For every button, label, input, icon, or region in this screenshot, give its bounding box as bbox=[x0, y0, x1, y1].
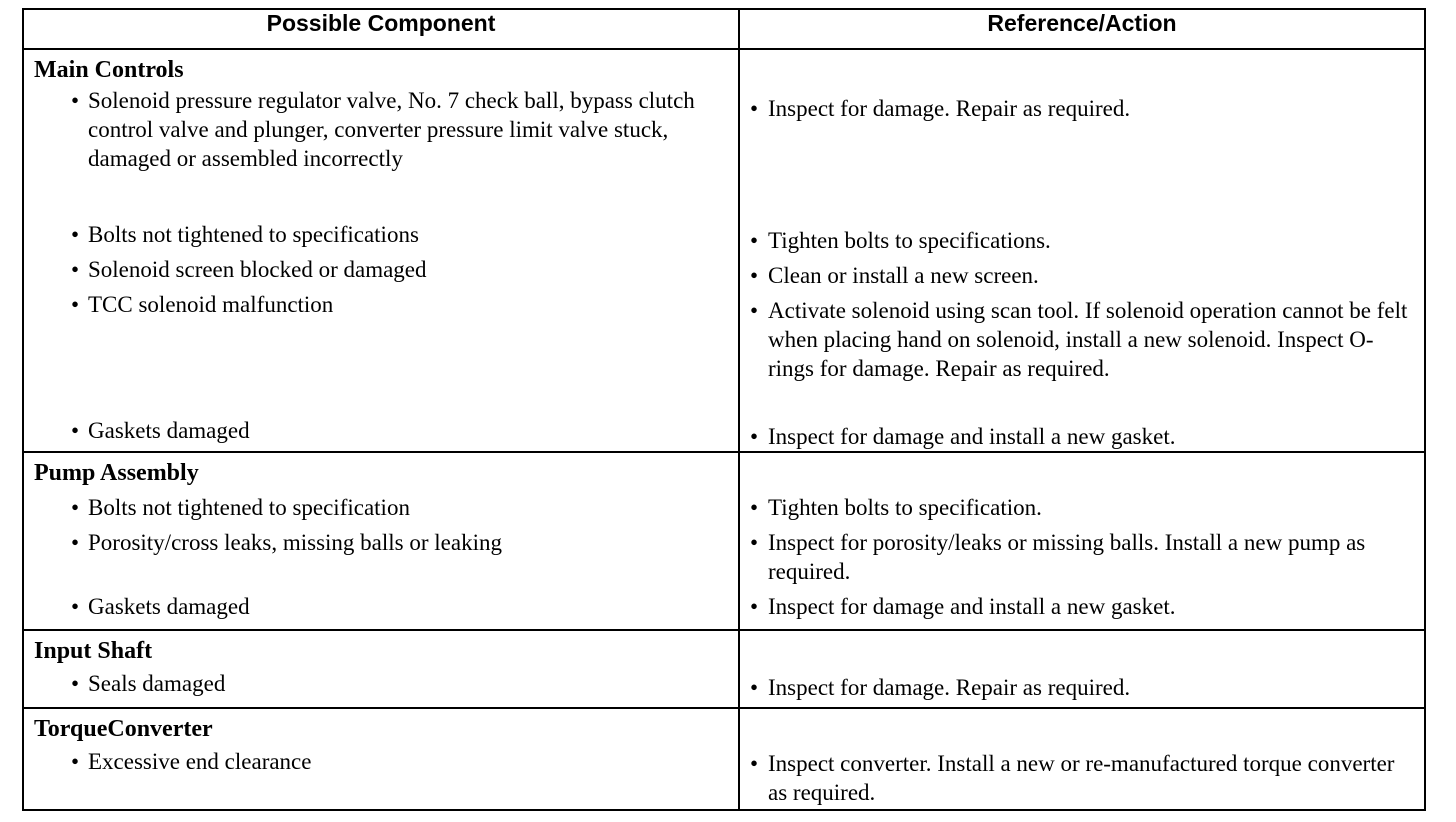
component-item bbox=[24, 493, 738, 522]
bullet: • bbox=[750, 424, 759, 449]
component-item bbox=[24, 86, 738, 214]
component-item bbox=[24, 416, 738, 445]
action-item bbox=[740, 749, 1424, 807]
header-possible-component: Possible Component bbox=[23, 9, 739, 49]
bullet: • bbox=[750, 675, 759, 700]
action-item bbox=[740, 422, 1424, 451]
action-cell bbox=[739, 49, 1425, 452]
component-text: Solenoid pressure regulator valve, No. 7 check ball, bypass clutch control valve and plunger, converter pressure limit valve stuck, damaged or assembled incorrectly bbox=[88, 88, 695, 171]
section-torque-converter bbox=[23, 708, 1425, 810]
bullet: • bbox=[71, 749, 80, 774]
action-text: Inspect for damage. Repair as required. bbox=[768, 675, 1131, 700]
component-text: Gaskets damaged bbox=[88, 418, 250, 443]
action-text: Inspect for damage and install a new gasket. bbox=[768, 424, 1176, 449]
component-item bbox=[24, 669, 738, 698]
bullet: • bbox=[71, 418, 80, 443]
action-text: Tighten bolts to specifications. bbox=[768, 228, 1051, 253]
bullet: • bbox=[71, 292, 80, 317]
component-item bbox=[24, 290, 738, 412]
component-text: Bolts not tightened to specifications bbox=[88, 222, 419, 247]
action-text: Inspect converter. Install a new or re-manufactured torque converter as required. bbox=[768, 751, 1395, 805]
diagnosis-table bbox=[22, 8, 1426, 811]
component-item bbox=[24, 255, 738, 284]
bullet: • bbox=[750, 228, 759, 253]
bullet: • bbox=[71, 222, 80, 247]
bullet: • bbox=[71, 88, 80, 113]
action-cell bbox=[739, 630, 1425, 708]
component-text: Gaskets damaged bbox=[88, 594, 250, 619]
bullet: • bbox=[750, 751, 759, 776]
component-cell bbox=[23, 708, 739, 810]
category-label: TorqueConverter bbox=[34, 716, 213, 742]
action-item bbox=[740, 94, 1424, 222]
bullet: • bbox=[750, 96, 759, 121]
component-text: Porosity/cross leaks, missing balls or leaking bbox=[88, 530, 502, 555]
category-label: Input Shaft bbox=[34, 638, 153, 664]
bullet: • bbox=[750, 263, 759, 288]
action-item bbox=[740, 493, 1424, 522]
action-text: Clean or install a new screen. bbox=[768, 263, 1039, 288]
component-cell bbox=[23, 630, 739, 708]
component-item bbox=[24, 220, 738, 249]
action-item bbox=[740, 261, 1424, 290]
bullet: • bbox=[71, 594, 80, 619]
action-text: Tighten bolts to specification. bbox=[768, 495, 1042, 520]
component-item bbox=[24, 528, 738, 586]
bullet: • bbox=[750, 594, 759, 619]
category-label: Pump Assembly bbox=[34, 460, 199, 486]
component-text: Bolts not tightened to specification bbox=[88, 495, 410, 520]
bullet: • bbox=[750, 495, 759, 520]
action-text: Inspect for porosity/leaks or missing balls. Install a new pump as required. bbox=[768, 530, 1366, 584]
component-text: TCC solenoid malfunction bbox=[88, 292, 334, 317]
bullet: • bbox=[71, 495, 80, 520]
header-reference-action: Reference/Action bbox=[739, 9, 1425, 49]
action-text: Activate solenoid using scan tool. If solenoid operation cannot be felt when placing hand on solenoid, install a new solenoid. Inspect O-rings for damage. Repair as required. bbox=[768, 298, 1408, 381]
section-pump-assembly bbox=[23, 452, 1425, 630]
component-cell bbox=[23, 49, 739, 452]
action-item bbox=[740, 296, 1424, 418]
table-header-row bbox=[23, 9, 1425, 49]
action-text: Inspect for damage. Repair as required. bbox=[768, 96, 1131, 121]
component-cell bbox=[23, 452, 739, 630]
component-text: Excessive end clearance bbox=[88, 749, 312, 774]
action-item bbox=[740, 226, 1424, 255]
bullet: • bbox=[71, 257, 80, 282]
component-item bbox=[24, 747, 738, 776]
action-cell bbox=[739, 452, 1425, 630]
bullet: • bbox=[750, 530, 759, 555]
component-text: Seals damaged bbox=[88, 671, 226, 696]
section-input-shaft bbox=[23, 630, 1425, 708]
action-item bbox=[740, 592, 1424, 621]
category-label: Main Controls bbox=[34, 57, 184, 83]
bullet: • bbox=[71, 530, 80, 555]
bullet: • bbox=[750, 298, 759, 323]
diagnosis-table-page bbox=[22, 8, 1424, 811]
component-item bbox=[24, 592, 738, 621]
action-item bbox=[740, 673, 1424, 702]
action-cell bbox=[739, 708, 1425, 810]
bullet: • bbox=[71, 671, 80, 696]
section-main-controls bbox=[23, 49, 1425, 452]
action-text: Inspect for damage and install a new gasket. bbox=[768, 594, 1176, 619]
component-text: Solenoid screen blocked or damaged bbox=[88, 257, 427, 282]
action-item bbox=[740, 528, 1424, 586]
